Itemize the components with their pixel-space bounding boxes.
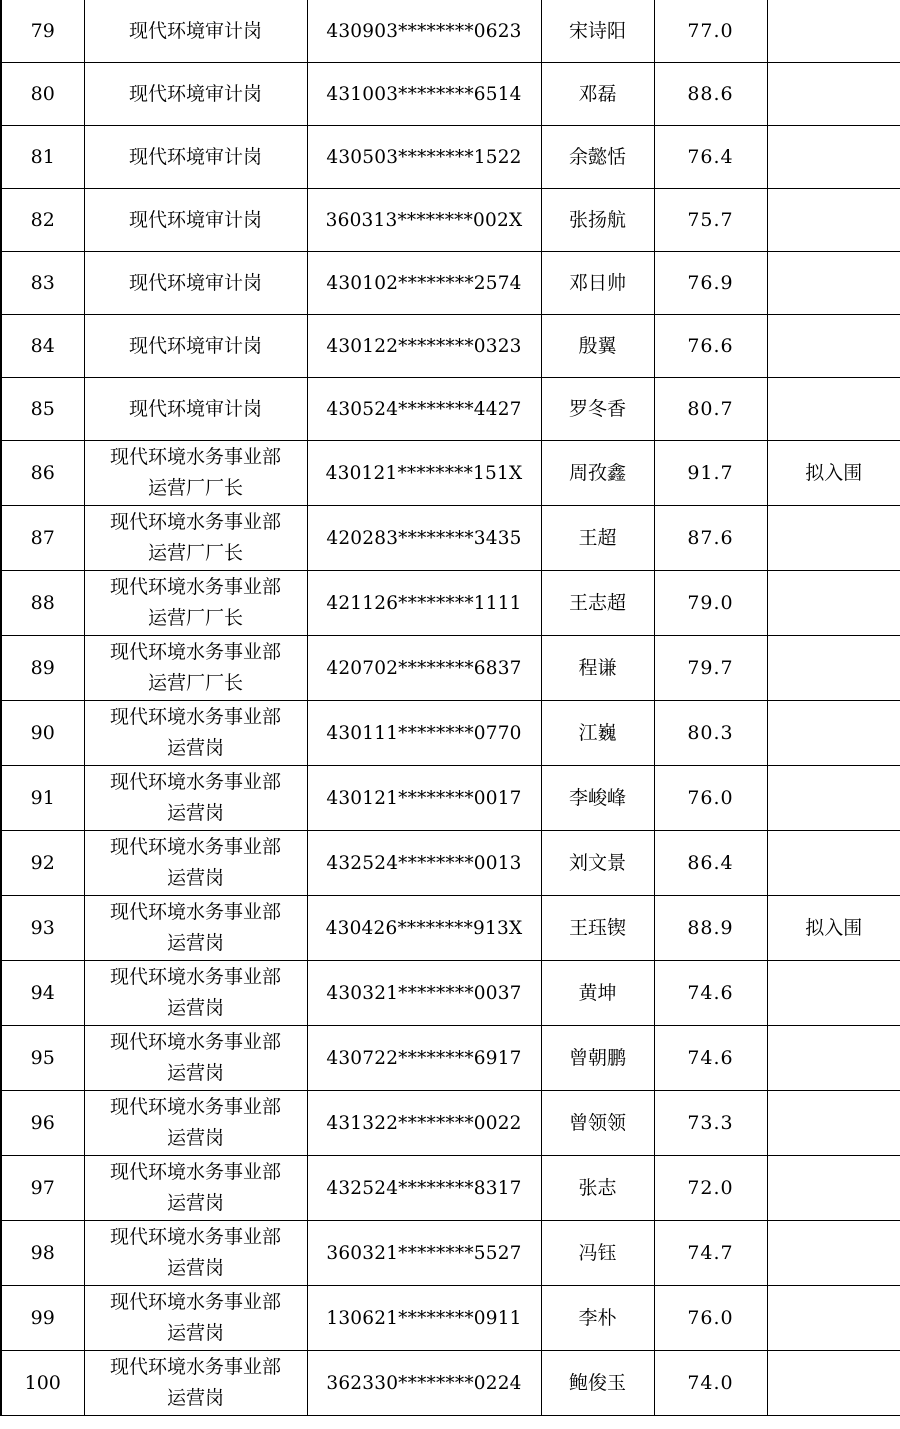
id-number-cell: 430111********0770: [307, 701, 541, 766]
position-line: 运营厂厂长: [147, 542, 243, 564]
position-cell: [84, 63, 307, 126]
score-cell: 86.4: [654, 831, 767, 896]
table-row: [1, 571, 900, 636]
remark-cell: [767, 1091, 900, 1156]
position-cell: [84, 1156, 307, 1221]
position-line: 运营厂厂长: [147, 672, 243, 694]
score-cell: 73.3: [654, 1091, 767, 1156]
position-cell: [84, 1091, 307, 1156]
table-row: [1, 766, 900, 831]
seq-cell: 86: [1, 441, 84, 506]
name-cell: 张志: [541, 1156, 654, 1221]
score-cell: 74.6: [654, 961, 767, 1026]
position-line: 现代环境水务事业部: [109, 901, 281, 923]
name-cell: 鲍俊玉: [541, 1351, 654, 1416]
position-line: 运营岗: [166, 737, 224, 759]
name-cell: 邓日帅: [541, 252, 654, 315]
score-cell: 91.7: [654, 441, 767, 506]
position-line: 运营岗: [166, 1387, 224, 1409]
remark-cell: [767, 126, 900, 189]
position-line: 现代环境水务事业部: [109, 706, 281, 728]
table-row: [1, 315, 900, 378]
score-cell: 74.7: [654, 1221, 767, 1286]
seq-cell: 98: [1, 1221, 84, 1286]
position-line: 现代环境水务事业部: [109, 836, 281, 858]
position-line: 现代环境水务事业部: [109, 641, 281, 663]
table-row: [1, 189, 900, 252]
name-cell: 程谦: [541, 636, 654, 701]
seq-cell: 89: [1, 636, 84, 701]
score-cell: 79.7: [654, 636, 767, 701]
position-cell: [84, 636, 307, 701]
position-line: 运营厂厂长: [147, 607, 243, 629]
position-cell: [84, 252, 307, 315]
position-line: 现代环境水务事业部: [109, 1161, 281, 1183]
position-line: 现代环境水务事业部: [109, 1226, 281, 1248]
remark-cell: [767, 189, 900, 252]
id-number-cell: 420702********6837: [307, 636, 541, 701]
id-number-cell: 430426********913X: [307, 896, 541, 961]
seq-cell: 81: [1, 126, 84, 189]
table-row: [1, 506, 900, 571]
position-line: 运营岗: [166, 1322, 224, 1344]
id-number-cell: 430903********0623: [307, 0, 541, 63]
remark-cell: [767, 766, 900, 831]
position-cell: [84, 315, 307, 378]
score-cell: 87.6: [654, 506, 767, 571]
id-number-cell: 360313********002X: [307, 189, 541, 252]
remark-cell: [767, 961, 900, 1026]
seq-cell: 82: [1, 189, 84, 252]
position-cell: [84, 0, 307, 63]
name-cell: 周孜鑫: [541, 441, 654, 506]
id-number-cell: 420283********3435: [307, 506, 541, 571]
id-number-cell: 430102********2574: [307, 252, 541, 315]
remark-cell: [767, 701, 900, 766]
id-number-cell: 430122********0323: [307, 315, 541, 378]
position-line: 运营岗: [166, 932, 224, 954]
position-line: 运营岗: [166, 802, 224, 824]
name-cell: 刘文景: [541, 831, 654, 896]
name-cell: 曾领领: [541, 1091, 654, 1156]
position-cell: [84, 831, 307, 896]
seq-cell: 79: [1, 0, 84, 63]
seq-cell: 92: [1, 831, 84, 896]
seq-cell: 97: [1, 1156, 84, 1221]
seq-cell: 91: [1, 766, 84, 831]
table-row: [1, 831, 900, 896]
position-line: 现代环境水务事业部: [109, 511, 281, 533]
score-cell: 80.3: [654, 701, 767, 766]
table-row: [1, 1286, 900, 1351]
id-number-cell: 362330********0224: [307, 1351, 541, 1416]
position-line: 现代环境审计岗: [128, 397, 262, 420]
remark-cell: [767, 63, 900, 126]
id-number-cell: 430503********1522: [307, 126, 541, 189]
remark-cell: [767, 831, 900, 896]
name-cell: 曾朝鹏: [541, 1026, 654, 1091]
seq-cell: 99: [1, 1286, 84, 1351]
id-number-cell: 360321********5527: [307, 1221, 541, 1286]
name-cell: 冯钰: [541, 1221, 654, 1286]
position-cell: [84, 1286, 307, 1351]
table-row: [1, 126, 900, 189]
id-number-cell: 430722********6917: [307, 1026, 541, 1091]
id-number-cell: 430121********0017: [307, 766, 541, 831]
score-cell: 76.6: [654, 315, 767, 378]
score-cell: 77.0: [654, 0, 767, 63]
remark-cell: [767, 252, 900, 315]
table-row: [1, 1091, 900, 1156]
score-cell: 80.7: [654, 378, 767, 441]
position-cell: [84, 1351, 307, 1416]
remark-cell: [767, 315, 900, 378]
score-cell: 79.0: [654, 571, 767, 636]
id-number-cell: 431003********6514: [307, 63, 541, 126]
position-line: 现代环境水务事业部: [109, 771, 281, 793]
id-number-cell: 130621********0911: [307, 1286, 541, 1351]
remark-cell: [767, 1221, 900, 1286]
table-row: [1, 1026, 900, 1091]
name-cell: 王超: [541, 506, 654, 571]
name-cell: 邓磊: [541, 63, 654, 126]
id-number-cell: 432524********0013: [307, 831, 541, 896]
name-cell: 王志超: [541, 571, 654, 636]
position-cell: [84, 701, 307, 766]
position-line: 现代环境水务事业部: [109, 446, 281, 468]
position-cell: [84, 126, 307, 189]
position-cell: [84, 441, 307, 506]
table-row: [1, 961, 900, 1026]
remark-cell: [767, 506, 900, 571]
table-row: [1, 441, 900, 506]
score-cell: 74.0: [654, 1351, 767, 1416]
seq-cell: 88: [1, 571, 84, 636]
score-cell: 76.9: [654, 252, 767, 315]
name-cell: 李朴: [541, 1286, 654, 1351]
seq-cell: 85: [1, 378, 84, 441]
name-cell: 余懿恬: [541, 126, 654, 189]
table-row: [1, 701, 900, 766]
score-cell: 76.0: [654, 1286, 767, 1351]
seq-cell: 100: [1, 1351, 84, 1416]
position-cell: [84, 506, 307, 571]
remark-cell: [767, 1026, 900, 1091]
position-line: 运营岗: [166, 1192, 224, 1214]
position-line: 运营岗: [166, 1127, 224, 1149]
position-line: 现代环境水务事业部: [109, 576, 281, 598]
id-number-cell: 430321********0037: [307, 961, 541, 1026]
position-line: 现代环境审计岗: [128, 19, 262, 42]
name-cell: 罗冬香: [541, 378, 654, 441]
score-cell: 76.0: [654, 766, 767, 831]
name-cell: 江巍: [541, 701, 654, 766]
id-number-cell: 431322********0022: [307, 1091, 541, 1156]
position-line: 现代环境审计岗: [128, 271, 262, 294]
seq-cell: 84: [1, 315, 84, 378]
position-line: 现代环境水务事业部: [109, 1031, 281, 1053]
position-line: 现代环境审计岗: [128, 82, 262, 105]
seq-cell: 87: [1, 506, 84, 571]
position-cell: [84, 896, 307, 961]
id-number-cell: 430524********4427: [307, 378, 541, 441]
position-cell: [84, 1221, 307, 1286]
name-cell: 宋诗阳: [541, 0, 654, 63]
position-line: 现代环境审计岗: [128, 145, 262, 168]
position-line: 运营厂厂长: [147, 477, 243, 499]
position-cell: [84, 766, 307, 831]
table-row: [1, 63, 900, 126]
position-line: 现代环境水务事业部: [109, 1291, 281, 1313]
position-line: 运营岗: [166, 1257, 224, 1279]
results-table-body: [1, 0, 900, 1416]
position-cell: [84, 189, 307, 252]
table-row: [1, 252, 900, 315]
position-line: 现代环境水务事业部: [109, 966, 281, 988]
score-cell: 72.0: [654, 1156, 767, 1221]
table-row: [1, 1221, 900, 1286]
remark-cell: [767, 571, 900, 636]
score-cell: 74.6: [654, 1026, 767, 1091]
score-cell: 75.7: [654, 189, 767, 252]
table-row: [1, 636, 900, 701]
position-line: 运营岗: [166, 997, 224, 1019]
position-cell: [84, 571, 307, 636]
position-cell: [84, 961, 307, 1026]
position-line: 运营岗: [166, 1062, 224, 1084]
table-row: [1, 378, 900, 441]
position-line: 现代环境水务事业部: [109, 1096, 281, 1118]
position-line: 现代环境审计岗: [128, 334, 262, 357]
score-cell: 76.4: [654, 126, 767, 189]
name-cell: 李峻峰: [541, 766, 654, 831]
seq-cell: 90: [1, 701, 84, 766]
remark-cell: 拟入围: [767, 896, 900, 961]
position-cell: [84, 1026, 307, 1091]
id-number-cell: 421126********1111: [307, 571, 541, 636]
table-row: [1, 0, 900, 63]
seq-cell: 80: [1, 63, 84, 126]
remark-cell: [767, 1351, 900, 1416]
name-cell: 王珏锲: [541, 896, 654, 961]
position-cell: [84, 378, 307, 441]
position-line: 现代环境审计岗: [128, 208, 262, 231]
remark-cell: [767, 1286, 900, 1351]
seq-cell: 95: [1, 1026, 84, 1091]
id-number-cell: 430121********151X: [307, 441, 541, 506]
seq-cell: 96: [1, 1091, 84, 1156]
name-cell: 张扬航: [541, 189, 654, 252]
id-number-cell: 432524********8317: [307, 1156, 541, 1221]
remark-cell: 拟入围: [767, 441, 900, 506]
remark-cell: [767, 636, 900, 701]
position-line: 现代环境水务事业部: [109, 1356, 281, 1378]
table-row: [1, 1156, 900, 1221]
score-cell: 88.9: [654, 896, 767, 961]
remark-cell: [767, 0, 900, 63]
name-cell: 殷翼: [541, 315, 654, 378]
table-row: [1, 1351, 900, 1416]
seq-cell: 93: [1, 896, 84, 961]
remark-cell: [767, 1156, 900, 1221]
table-row: [1, 896, 900, 961]
score-cell: 88.6: [654, 63, 767, 126]
seq-cell: 83: [1, 252, 84, 315]
remark-cell: [767, 378, 900, 441]
seq-cell: 94: [1, 961, 84, 1026]
position-line: 运营岗: [166, 867, 224, 889]
name-cell: 黄坤: [541, 961, 654, 1026]
